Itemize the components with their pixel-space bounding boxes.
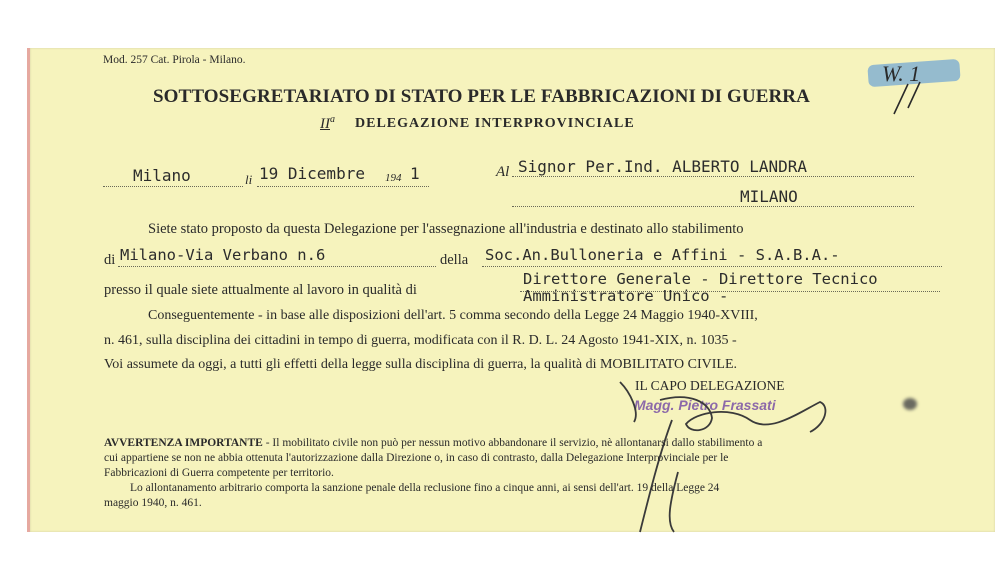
body-line-5: n. 461, sulla disciplina dei cittadini in tempo di guerra, modificata con il R. D. L. 24 Agosto 1941-XIX, n. 1035 - [104, 333, 737, 348]
warning-heading: AVVERTENZA IMPORTANTE [104, 437, 263, 449]
warning-line-5: maggio 1940, n. 461. [104, 497, 202, 509]
role-line-2: Amministratore Unico - [523, 287, 729, 305]
location-dotline [118, 266, 436, 267]
delegation-title: DELEGAZIONE INTERPROVINCIALE [355, 116, 635, 131]
recipient-dotline [512, 176, 914, 177]
location: Milano-Via Verbano n.6 [120, 246, 326, 264]
corner-mark: W. 1 [882, 61, 921, 86]
di-label: di [104, 252, 116, 268]
recipient: Signor Per.Ind. ALBERTO LANDRA [518, 157, 807, 176]
year-prefix: 194 [385, 172, 402, 184]
warning-line-2: cui appartiene se non ne abbia ottenuta l'autorizzazione dalla Direzione o, in caso di contrasto, dalla Delegazione Interprovinciale per le [104, 452, 729, 464]
body-line-6: Voi assumete da oggi, a tutti gli effetti della legge sulla disciplina di guerra, la qualità di MOBILITATO CIVILE. [104, 357, 738, 372]
year-suffix: 1 [410, 164, 420, 183]
city: Milano [133, 166, 191, 185]
corner-scribble [890, 78, 950, 118]
ink-blot [903, 398, 917, 410]
presso-text: presso il quale siete attualmente al lavoro in qualità di [104, 282, 417, 298]
warning-line-3: Fabbricazioni di Guerra competente per territorio. [104, 467, 334, 479]
al-label: Al [496, 164, 510, 180]
body-line-1: Siete stato proposto da questa Delegazione per l'assegnazione all'industria e destinato allo stabilimento [148, 221, 744, 237]
date-day-month: 19 Dicembre [259, 164, 365, 183]
company: Soc.An.Bulloneria e Affini - S.A.B.A.- [485, 246, 840, 264]
warning-line-1 [104, 437, 762, 449]
warning-line-4: Lo allontanamento arbitrario comporta la sanzione penale della reclusione fino a cinque anni, ai sensi dell'art. 19 della Legge 24 [130, 482, 720, 494]
signature-title: IL CAPO DELEGAZIONE [635, 378, 785, 393]
warning-text-1: - Il mobilitato civile non può per nessun motivo abbandonare il servizio, nè allontanarsi dallo stabilimento a [265, 437, 763, 449]
company-dotline [482, 266, 942, 267]
delegation-number: $II^a$ [320, 114, 335, 132]
city-dotline [103, 186, 243, 187]
della-label: della [440, 252, 469, 268]
document-sheet [27, 48, 995, 532]
role-line-1: Direttore Generale - Direttore Tecnico [523, 270, 878, 288]
recipient-city: MILANO [740, 187, 798, 206]
recipient-city-dotline [512, 206, 914, 207]
signature-stamp: Magg. Pietro Frassati [634, 397, 776, 413]
date-dotline [257, 186, 429, 187]
li-label: li [245, 172, 253, 187]
body-line-4: Conseguentemente - in base alle disposizioni dell'art. 5 comma secondo della Legge 24 Maggio 1940-XVIII, [148, 308, 758, 323]
document-title: SOTTOSEGRETARIATO DI STATO PER LE FABBRICAZIONI DI GUERRA [153, 86, 810, 107]
model-line: Mod. 257 Cat. Pirola - Milano. [103, 54, 246, 66]
